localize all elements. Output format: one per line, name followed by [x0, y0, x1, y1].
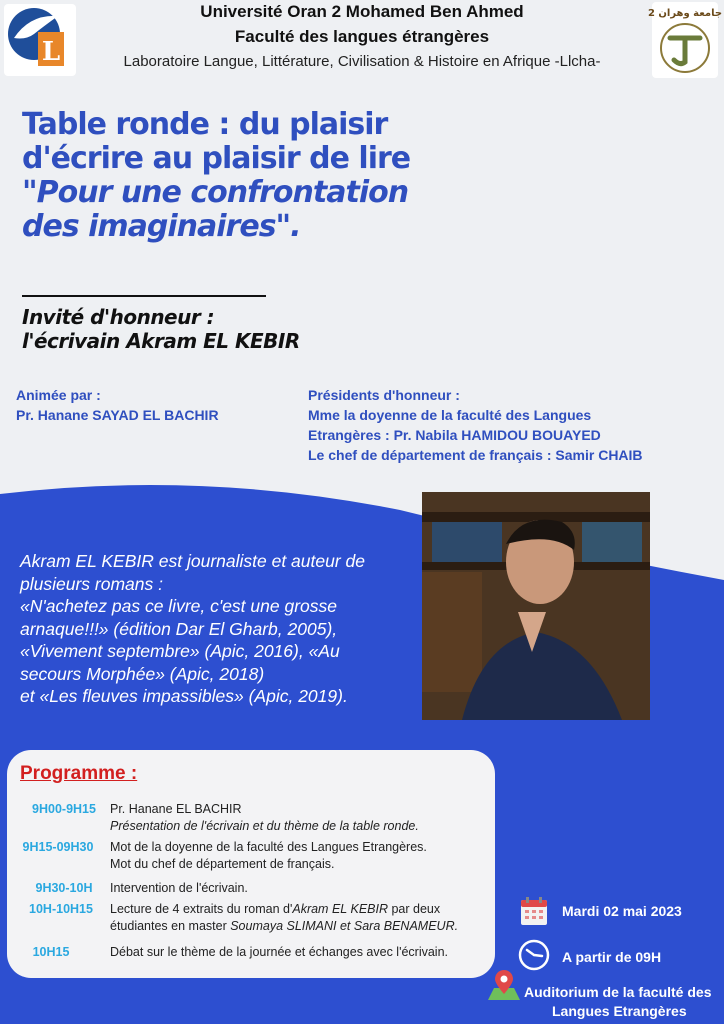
- bio-line-4: arnaque!!!» (édition Dar El Gharb, 2005),: [20, 618, 338, 639]
- clock-icon: [518, 939, 550, 971]
- laboratory-name: Laboratoire Langue, Littérature, Civilisation & Histoire en Afrique -Llcha-: [123, 53, 601, 70]
- programme-item-line: Mot du chef de département de français.: [110, 856, 335, 871]
- author-photo: [422, 492, 650, 720]
- animator-name: Pr. Hanane SAYAD EL BACHIR: [16, 407, 219, 423]
- programme-item-line: étudiantes en master Soumaya SLIMANI et Sara BENAMEUR.: [110, 918, 459, 933]
- programme-time: 9H15-09H30: [22, 840, 94, 854]
- presidents-line-1: Mme la doyenne de la faculté des Langues: [308, 407, 592, 423]
- faculty-logo: [4, 4, 76, 76]
- programme-item-line: Présentation de l'écrivain et du thème de la table ronde.: [110, 818, 419, 833]
- location-pin-icon: [486, 968, 522, 1002]
- header: [0, 0, 724, 80]
- animator-block: [16, 385, 219, 425]
- animator-label: Animée par :: [16, 387, 101, 403]
- university-logo: [647, 2, 723, 78]
- programme-time: 10H15: [32, 945, 70, 959]
- programme-time: 10H-10H15: [29, 902, 93, 916]
- bio-line-7: et «Les fleuves impassibles» (Apic, 2019).: [20, 686, 348, 706]
- programme-item-line: Pr. Hanane EL BACHIR: [110, 802, 242, 816]
- programme-item-line: Intervention de l'écrivain.: [110, 881, 248, 895]
- programme-item: [110, 901, 458, 934]
- event-date: Mardi 02 mai 2023: [562, 903, 682, 919]
- university-name: Université Oran 2 Mohamed Ben Ahmed: [200, 2, 524, 21]
- bio-line-3: «N'achetez pas ce livre, c'est une grosse: [20, 596, 337, 616]
- logo-letter: L: [41, 37, 61, 67]
- programme-title: Programme :: [20, 763, 138, 784]
- presidents-block: [308, 385, 643, 465]
- bio-line-1: Akram EL KEBIR est journaliste et auteur de: [20, 551, 365, 571]
- presidents-line-2: Etrangères : Pr. Nabila HAMIDOU BOUAYED: [308, 427, 601, 443]
- programme-item-line: Lecture de 4 extraits du roman d'Akram EL KEBIR par deux: [110, 902, 441, 916]
- title-line-4: des imaginaires".: [22, 209, 301, 244]
- programme-time: 9H00-9H15: [32, 802, 96, 816]
- faculty-name: Faculté des langues étrangères: [234, 27, 490, 46]
- guest-label: Invité d'honneur :: [22, 305, 215, 329]
- presidents-label: Présidents d'honneur :: [308, 387, 460, 403]
- programme-item: [110, 839, 427, 872]
- presidents-line-3: Le chef de département de français : Samir CHAIB: [308, 447, 643, 463]
- title-line-1: Table ronde : du plaisir: [22, 107, 388, 142]
- programme-item: [110, 801, 419, 834]
- guest-name: l'écrivain Akram EL KEBIR: [22, 329, 300, 353]
- programme-item: [110, 944, 448, 961]
- logo-arabic-text: جامعة وهران 2: [647, 8, 723, 19]
- guest-of-honour: [22, 305, 300, 353]
- event-time: A partir de 09H: [562, 949, 662, 965]
- programme-item-line: Débat sur le thème de la journée et échanges avec l'écrivain.: [110, 945, 449, 959]
- event-venue-line-1: Auditorium de la faculté des: [524, 984, 712, 1000]
- title-line-3: "Pour une confrontation: [22, 175, 409, 210]
- programme-time: 9H30-10H: [35, 881, 93, 895]
- programme-item: [110, 880, 248, 897]
- event-title: [22, 108, 492, 244]
- title-line-2: d'écrire au plaisir de lire: [22, 141, 411, 176]
- divider: [22, 295, 266, 297]
- bio-line-5: «Vivement septembre» (Apic, 2016), «Au: [20, 641, 340, 661]
- calendar-icon: [520, 896, 548, 926]
- author-bio: [20, 550, 420, 708]
- event-venue-line-2: Langues Etrangères: [552, 1003, 687, 1019]
- bio-line-2: plusieurs romans :: [20, 573, 163, 594]
- programme-item-line: Mot de la doyenne de la faculté des Langues Etrangères.: [110, 840, 427, 854]
- bio-line-6: secours Morphée» (Apic, 2018): [20, 663, 265, 684]
